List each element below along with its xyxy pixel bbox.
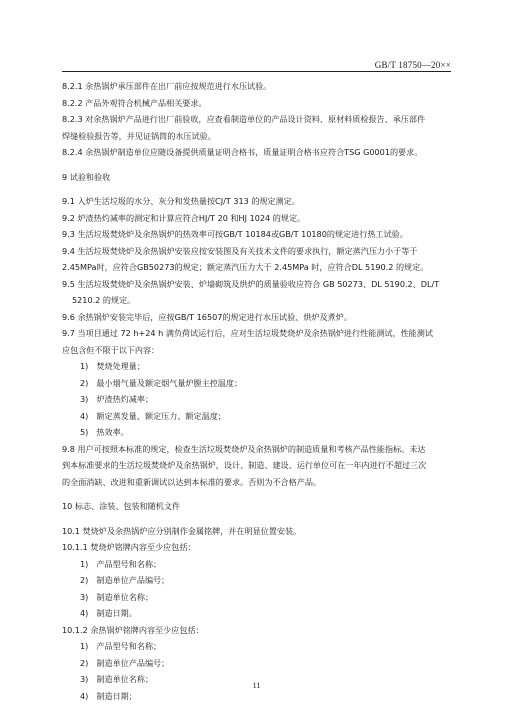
clause-10-1-1: 10.1.1 焚烧炉铭牌内容至少应包括：	[62, 542, 196, 552]
clause-9-6: 9.6 余热锅炉安装完毕后，应按GB/T 16507的规定进行水压试验、烘炉及煮炉。	[62, 311, 352, 322]
list-item: 2) 最小烟气量及额定烟气量炉膛主控温度；	[80, 377, 243, 388]
section-10-heading: 10 标志、涂装、包装和随机文件	[62, 501, 181, 511]
clause-9-7: 9.7 当项目通过 72 h+24 h 满负荷试运行后，应对生活垃圾焚烧炉及余热锅炉进行性能测试，性能测试	[62, 328, 433, 338]
list-item: 4) 制造日期；	[80, 690, 137, 701]
list-item: 3) 制造单位名称；	[80, 674, 154, 684]
clause-9-4-cont: 2.45MPa时，应符合GB50273的规定；额定蒸汽压力大于 2.45MPa 时，应符合DL 5190.2 的规定。	[62, 262, 429, 272]
clause-9-4: 9.4 生活垃圾焚烧炉及余热锅炉安装应按安装图及有关技术文件的要求执行，额定蒸汽压力小于等于	[62, 245, 418, 256]
standard-code: GB/T 18750—20××	[374, 60, 451, 70]
document-body	[62, 78, 451, 704]
list-item: 1) 产品型号和名称；	[80, 558, 162, 569]
clause-9-5-cont: 5210.2 的规定。	[72, 295, 136, 305]
clause-9-5: 9.5 生活垃圾焚烧炉及余热锅炉安装、炉墙砌筑及烘炉的质量验收应符合 GB 50273、DL 5190.2、DL/T	[62, 278, 440, 289]
header-rule	[62, 71, 451, 72]
clause-9-1: 9.1 入炉生活垃圾的水分、灰分和发热量按CJ/T 313 的规定测定。	[62, 196, 300, 206]
list-item: 1) 产品型号和名称；	[80, 641, 162, 651]
clause-10-1-2: 10.1.2 余热锅炉铭牌内容至少应包括：	[62, 624, 204, 635]
clause-9-8-cont: 的全面消缺、改进和重新调试以达到本标准的要求。否则为不合格产品。	[62, 476, 322, 487]
clause-9-2: 9.2 炉渣热灼减率的测定和计算应符合HJ/T 20 和HJ 1024 的规定。	[62, 212, 306, 223]
list-item: 4) 额定蒸发量、额定压力、额定温度；	[80, 410, 226, 421]
list-item: 1) 焚烧处理量；	[80, 361, 145, 371]
list-item: 3) 炉渣热灼减率；	[80, 394, 154, 404]
list-item: 2) 制造单位产品编号；	[80, 657, 170, 668]
clause-9-3: 9.3 生活垃圾焚烧炉及余热锅炉的热效率可按GB/T 10184或GB/T 10180的规定进行热工试验。	[62, 229, 408, 239]
clause-8-2-1: 8.2.1 余热锅炉承压部件在出厂前应按规范进行水压试验。	[62, 81, 272, 91]
clause-10-1: 10.1 焚烧炉及余热锅炉应分别制作金属铭牌，并在明显位置安装。	[62, 525, 302, 536]
clause-9-7-cont: 应包含但不限于以下内容：	[62, 344, 160, 355]
clause-8-2-2: 8.2.2 产品外观符合机械产品相关要求。	[62, 97, 207, 108]
clause-8-2-4: 8.2.4 余热锅炉制造单位应随设备提供质量证明合格书，质量证明合格书应符合TSG G0001的要求。	[62, 147, 423, 157]
list-item: 4) 制造日期。	[80, 608, 137, 618]
list-item: 3) 制造单位名称；	[80, 591, 154, 602]
page-number: 11	[252, 681, 261, 690]
clause-8-2-3-cont: 焊缝检验报告等，并见证锅筒的水压试验。	[62, 130, 216, 141]
clause-9-8: 9.8 用户可按照本标准的规定，检查生活垃圾焚烧炉及余热锅炉的制造质量和考核产品性能指标。未达	[62, 443, 426, 454]
list-item: 5) 热效率。	[80, 427, 129, 437]
clause-9-8-cont: 到本标准要求的生活垃圾焚烧炉及余热锅炉，设计、制造、建设、运行单位可在一年内进行不超过三次	[62, 460, 427, 470]
section-9-heading: 9 试验和验收	[62, 171, 111, 182]
clause-8-2-3: 8.2.3 对余热锅炉产品进行出厂前验收，应查看制造单位的产品设计资料、原材料质检报告、承压部件	[62, 114, 426, 124]
list-item: 2) 制造单位产品编号；	[80, 575, 170, 585]
